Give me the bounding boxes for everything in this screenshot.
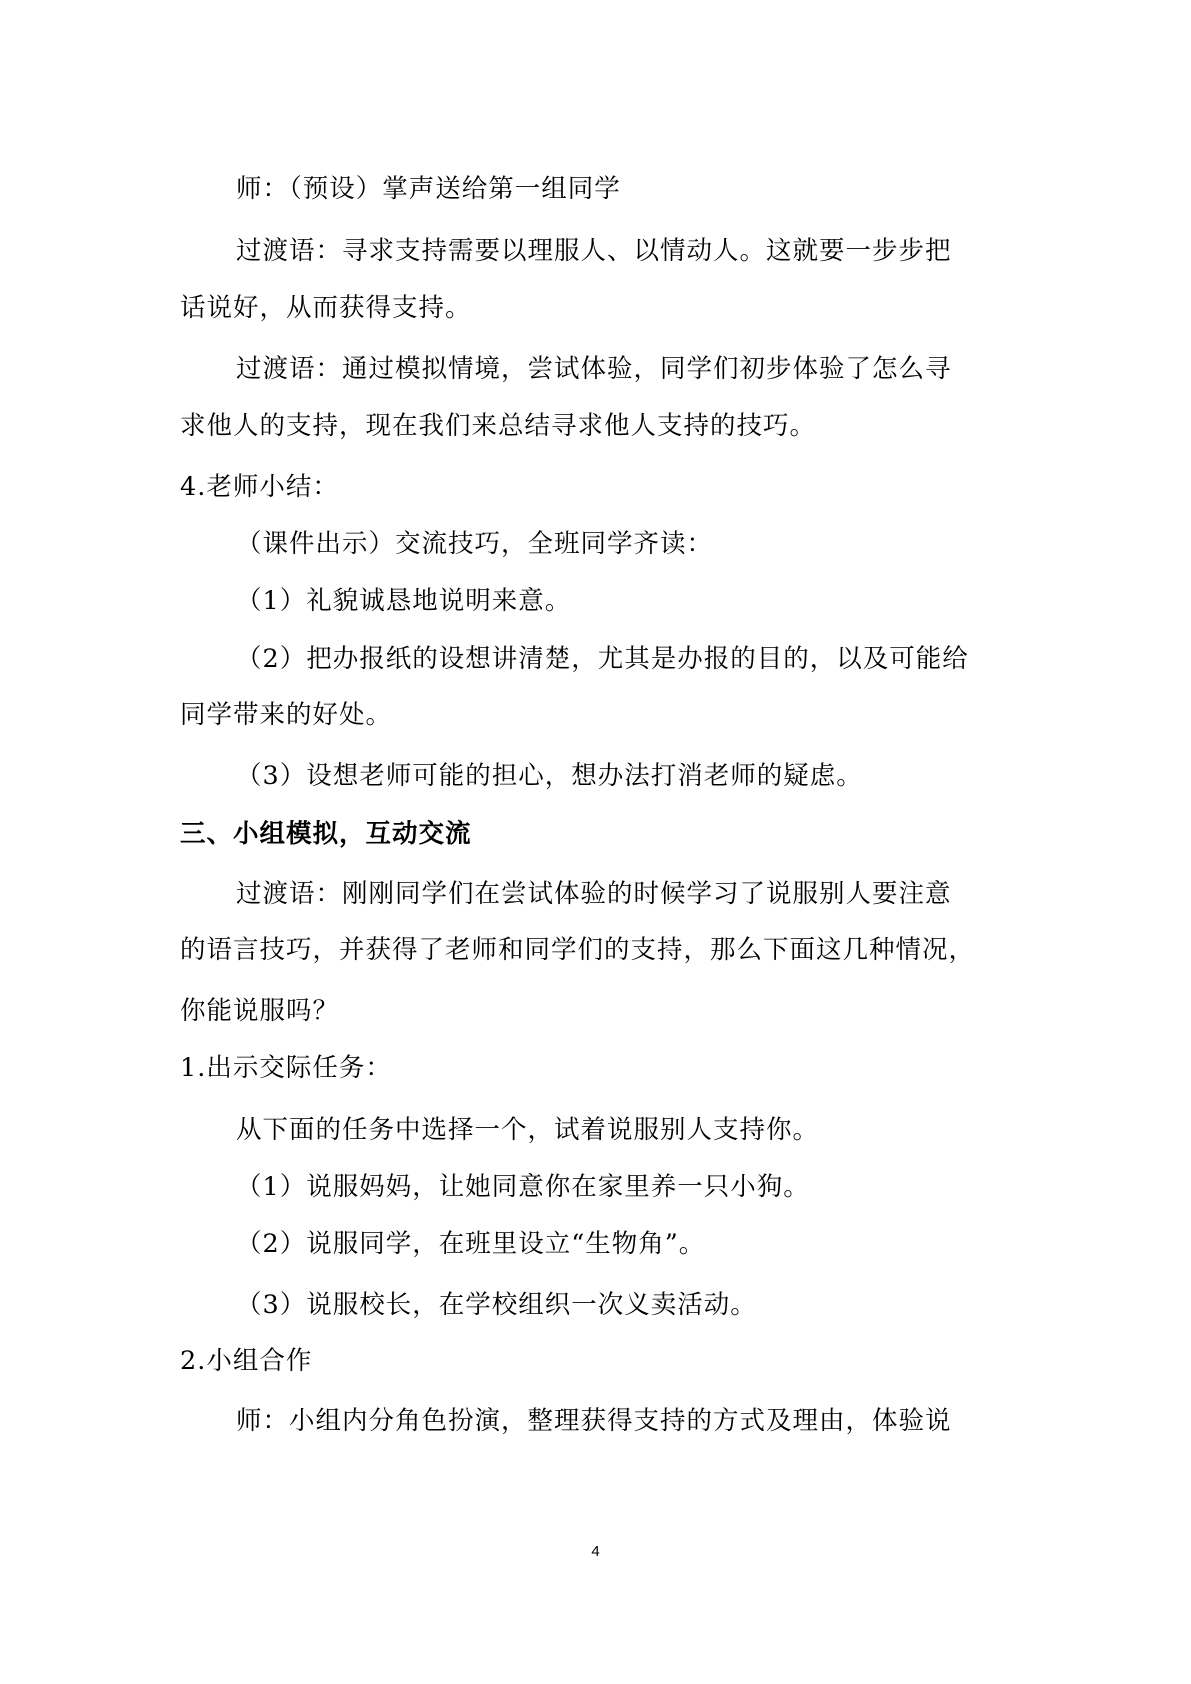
list-item: （2）说服同学，在班里设立“生物角”。 — [236, 1229, 706, 1259]
paragraph-line: 你能说服吗？ — [180, 996, 340, 1026]
section-item-heading: 4.老师小结： — [180, 472, 339, 502]
list-item-continuation: 同学带来的好处。 — [180, 700, 393, 730]
list-item: （3）设想老师可能的担心，想办法打消老师的疑虑。 — [236, 761, 863, 791]
list-item: （1）说服妈妈，让她同意你在家里养一只小狗。 — [236, 1172, 810, 1202]
paragraph-line: 求他人的支持，现在我们来总结寻求他人支持的技巧。 — [180, 411, 817, 441]
paragraph-line: 过渡语：通过模拟情境，尝试体验，同学们初步体验了怎么寻 — [236, 354, 952, 384]
section-item-heading: 1.出示交际任务： — [180, 1053, 392, 1083]
paragraph-line: （课件出示）交流技巧，全班同学齐读： — [236, 529, 714, 559]
list-item: （1）礼貌诚恳地说明来意。 — [236, 586, 572, 616]
paragraph-line: 过渡语：刚刚同学们在尝试体验的时候学习了说服别人要注意 — [236, 879, 952, 909]
paragraph-line: 的语言技巧，并获得了老师和同学们的支持，那么下面这几种情况， — [180, 935, 976, 965]
paragraph-line: 过渡语：寻求支持需要以理服人、以情动人。这就要一步步把 — [236, 236, 952, 266]
page-number: 4 — [591, 1543, 600, 1560]
list-item: （3）说服校长，在学校组织一次义卖活动。 — [236, 1290, 757, 1320]
section-item-heading: 2.小组合作 — [180, 1346, 313, 1376]
section-heading: 三、小组模拟，互动交流 — [180, 819, 472, 849]
paragraph-line: 话说好，从而获得支持。 — [180, 293, 472, 323]
list-item: （2）把办报纸的设想讲清楚，尤其是办报的目的，以及可能给 — [236, 644, 969, 674]
paragraph-line: 师：（预设）掌声送给第一组同学 — [236, 174, 621, 204]
paragraph-line: 从下面的任务中选择一个，试着说服别人支持你。 — [236, 1115, 820, 1145]
paragraph-line: 师：小组内分角色扮演，整理获得支持的方式及理由，体验说 — [236, 1406, 952, 1436]
